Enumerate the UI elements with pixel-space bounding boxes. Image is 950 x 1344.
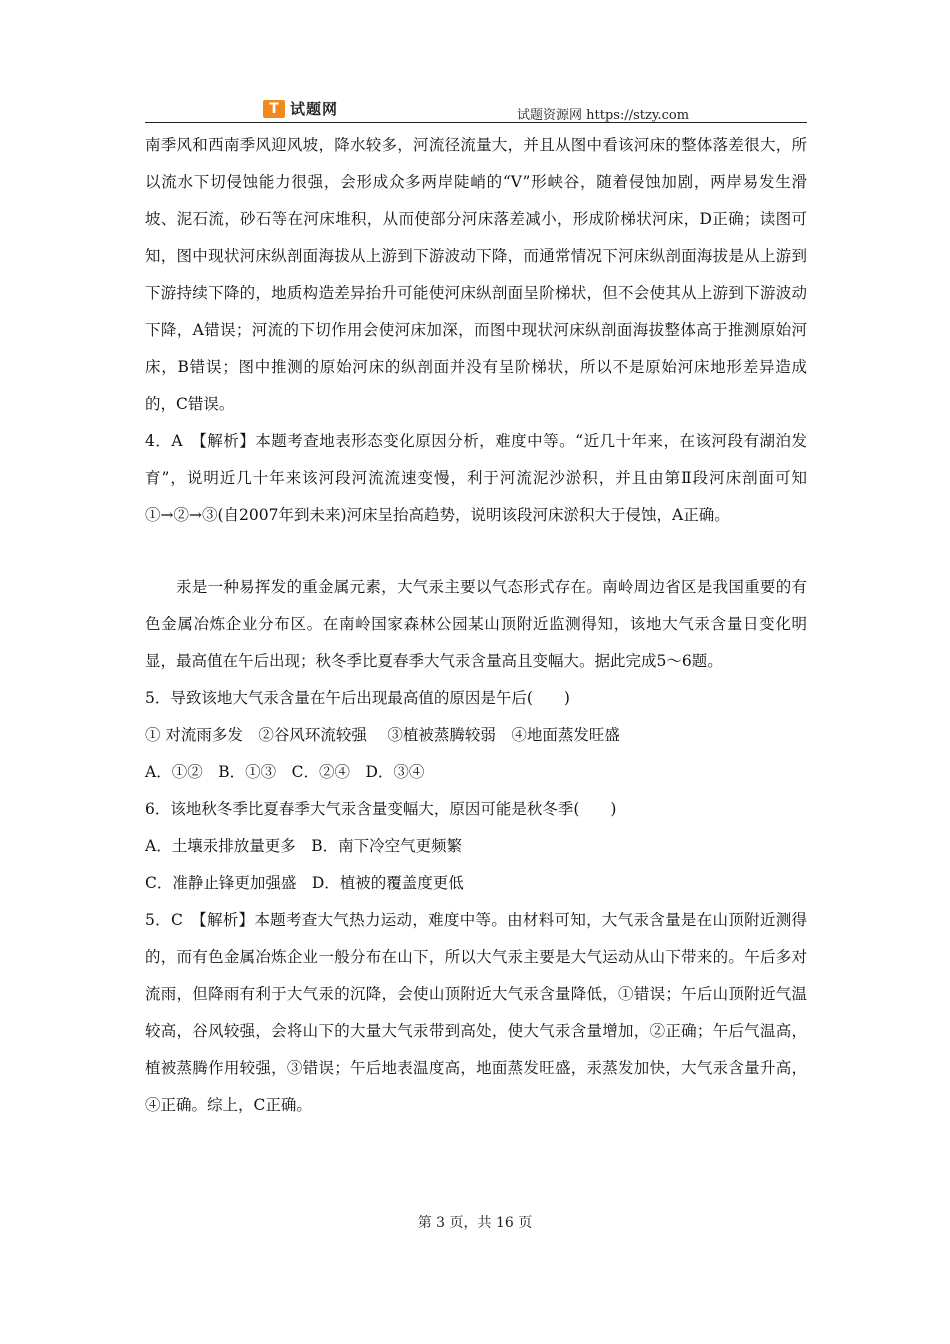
material-passage: 汞是一种易挥发的重金属元素，大气汞主要以气态形式存在。南岭周边省区是我国重要的有色金属冶炼企业分布区。在南岭国家森林公园某山顶附近监测得知，该地大气汞含量日变化明显，最高值在午后出现；秋冬季比夏春季大气汞含量高且变幅大。据此完成5～6题。: [145, 578, 807, 670]
answer-5: 5．C 【解析】本题考查大气热力运动，难度中等。由材料可知，大气汞含量是在山顶附近测得的，而有色金属冶炼企业一般分布在山下，所以大气汞主要是大气运动从山下带来的。午后多对流雨，但降雨有利于大气汞的沉降，会使山顶附近大气汞含量降低，①错误；午后山顶附近气温较高，谷风较强，会将山下的大量大气汞带到高处，使大气汞含量增加，②正确；午后气温高，植被蒸腾作用较强，③错误；午后地表温度高，地面蒸发旺盛，汞蒸发加快，大气汞含量升高，④正确。综上，C正确。: [145, 911, 807, 1114]
question-5-options: A．①② B．①③ C．②④ D．③④: [145, 763, 425, 781]
site-logo[interactable]: [263, 98, 338, 119]
answer-4: 4．A 【解析】本题考查地表形态变化原因分析，难度中等。“近几十年来，在该河段有湖泊发育”，说明近几十年来该河段河流流速变慢，利于河流泥沙淤积，并且由第Ⅱ段河床剖面可知①→②→③(自2007年到未来)河床呈抬高趋势，说明该段河床淤积大于侵蚀，A正确。: [145, 432, 807, 524]
question-5-statements: ① 对流雨多发 ②谷风环流较强 ③植被蒸腾较弱 ④地面蒸发旺盛: [145, 726, 620, 744]
section-gap: [145, 534, 807, 569]
question-6-options-cd: C．准静止锋更加强盛 D．植被的覆盖度更低: [145, 874, 464, 892]
logo-text: 试题网: [290, 100, 339, 118]
answer-3-continued: 南季风和西南季风迎风坡，降水较多，河流径流量大，并且从图中看该河床的整体落差很大，所以流水下切侵蚀能力很强，会形成众多两岸陡峭的“V”形峡谷，随着侵蚀加剧，两岸易发生滑坡、泥石流，砂石等在河床堆积，从而使部分河床落差减小，形成阶梯状河床，D正确；读图可知，图中现状河床纵剖面海拔从上游到下游波动下降，而通常情况下河床纵剖面海拔是从上游到下游持续下降的，地质构造差异抬升可能使河床纵剖面呈阶梯状，但不会使其从上游到下游波动下降，A错误；河流的下切作用会使河床加深，而图中现状河床纵剖面海拔整体高于推测原始河床，B错误；图中推测的原始河床的纵剖面并没有呈阶梯状，所以不是原始河床地形差异造成的，C错误。: [145, 136, 807, 413]
site-url-text: 试题资源网 https://stzy.com: [517, 108, 690, 123]
page-footer: 第 3 页，共 16 页: [417, 1215, 533, 1231]
page-header: [145, 96, 807, 123]
document-body: [145, 127, 807, 1124]
question-6: 6．该地秋冬季比夏春季大气汞含量变幅大，原因可能是秋冬季( ): [145, 800, 617, 818]
question-5: 5．导致该地大气汞含量在午后出现最高值的原因是午后( ): [145, 689, 570, 707]
question-6-options-ab: A．土壤汞排放量更多 B．南下冷空气更频繁: [145, 837, 463, 855]
logo-icon: T: [263, 100, 285, 118]
